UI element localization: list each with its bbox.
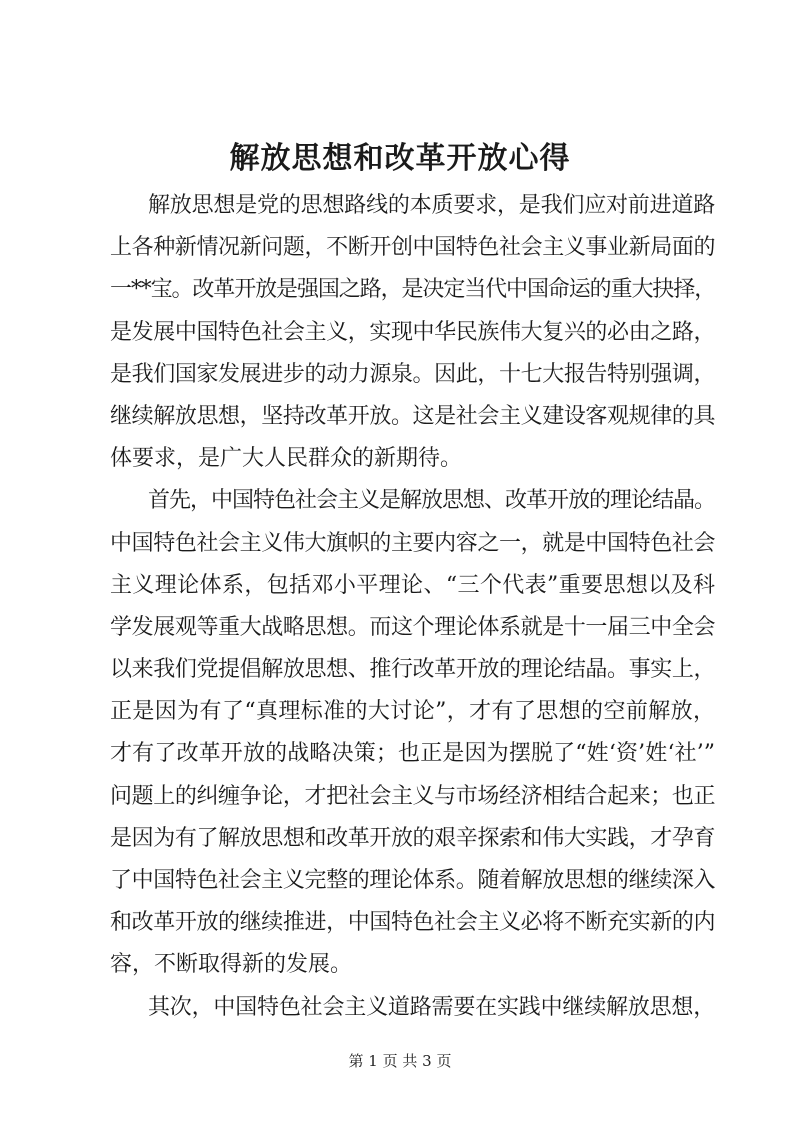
paragraph-line: 是我们国家发展进步的动力源泉。因此，十七大报告特别强调， — [110, 361, 715, 387]
document-body — [110, 185, 715, 1029]
paragraph-line: 了中国特色社会主义完整的理论体系。随着解放思想的继续深入 — [110, 868, 715, 893]
paragraph-line: 以来我们党提倡解放思想、推行改革开放的理论结晶。事实上， — [110, 657, 715, 683]
paragraph-line: 体要求，是广大人民群众的新期待。 — [110, 446, 463, 472]
paragraph-line: 容，不断取得新的发展。 — [110, 952, 353, 978]
paragraph-line: 学发展观等重大战略思想。而这个理论体系就是十一届三中全会 — [110, 614, 715, 640]
paragraph-line: 才有了改革开放的战略决策；也正是因为摆脱了“姓‘资’姓‘社’” — [110, 741, 715, 767]
paragraph-line: 和改革开放的继续推进，中国特色社会主义必将不断充实新的内 — [110, 910, 715, 936]
paragraph-line: 其次，中国特色社会主义道路需要在实践中继续解放思想， — [148, 994, 715, 1020]
paragraph-line: 首先，中国特色社会主义是解放思想、改革开放的理论结晶。 — [148, 488, 716, 514]
page-footer: 第 1 页 共 3 页 — [348, 1052, 452, 1070]
paragraph-line: 是因为有了解放思想和改革开放的艰辛探索和伟大实践，才孕育 — [110, 825, 715, 851]
paragraph-line: 中国特色社会主义伟大旗帜的主要内容之一，就是中国特色社会 — [110, 530, 715, 556]
paragraph-line: 一**宝。改革开放是强国之路，是决定当代中国命运的重大抉择， — [110, 277, 715, 303]
paragraph-line: 主义理论体系，包括邓小平理论、“三个代表”重要思想以及科 — [110, 572, 715, 598]
paragraph-line: 正是因为有了“真理标准的大讨论”，才有了思想的空前解放， — [110, 699, 715, 725]
paragraph-line: 问题上的纠缠争论，才把社会主义与市场经济相结合起来；也正 — [110, 783, 715, 809]
paragraph-line: 是发展中国特色社会主义，实现中华民族伟大复兴的必由之路， — [110, 319, 715, 345]
paragraph-line: 解放思想是党的思想路线的本质要求，是我们应对前进道路 — [148, 193, 715, 218]
paragraph-line: 继续解放思想，坚持改革开放。这是社会主义建设客观规律的具 — [110, 403, 715, 429]
paragraph-line: 上各种新情况新问题，不断开创中国特色社会主义事业新局面的 — [110, 235, 715, 261]
document-title: 解放思想和改革开放心得 — [229, 141, 571, 176]
